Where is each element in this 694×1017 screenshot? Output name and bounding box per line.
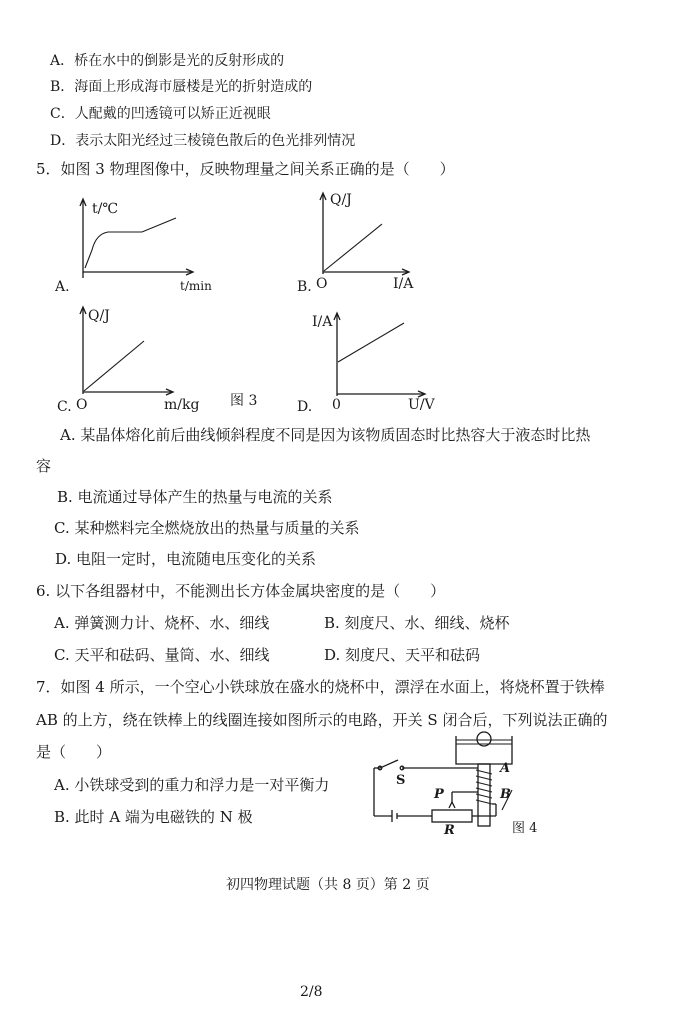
figure-4-label-r: R: [444, 823, 455, 838]
graph-c-origin: O: [76, 397, 88, 413]
q5-option-d: D. 电阻一定时，电流随电压变化的关系: [55, 550, 317, 568]
graph-b-option: B.: [297, 279, 312, 295]
graph-d-ylabel: I/A: [312, 314, 333, 330]
graph-d-xlabel: U/V: [408, 397, 435, 413]
q7-stem-line-1: 7．如图 4 所示，一个空心小铁球放在盛水的烧杯中，漂浮在水面上，将烧杯置于铁棒: [36, 678, 605, 696]
figure-4-label-a: A: [500, 761, 511, 776]
q6-option-b: B. 刻度尺、水、细线、烧杯: [324, 614, 510, 632]
q7-option-a: A. 小铁球受到的重力和浮力是一对平衡力: [54, 776, 330, 794]
figure-4-label-p: P: [434, 787, 444, 802]
q6-option-a: A. 弹簧测力计、烧杯、水、细线: [54, 614, 270, 632]
graph-a-ylabel: t/℃: [92, 201, 119, 217]
q6-option-d: D. 刻度尺、天平和砝码: [324, 646, 481, 664]
figure-3-label: 图 3: [230, 393, 258, 409]
q4-option-b: B．海面上形成海市蜃楼是光的折射造成的: [50, 79, 313, 95]
graph-a-xlabel: t/min: [180, 279, 212, 293]
graph-c-ylabel: Q/J: [88, 308, 110, 324]
q6-option-c: C. 天平和砝码、量筒、水、细线: [54, 646, 270, 664]
q5-stem: 5．如图 3 物理图像中，反映物理量之间关系正确的是（ ）: [36, 160, 455, 178]
graph-c-xlabel: m/kg: [164, 397, 200, 413]
figure-4-label: 图 4: [512, 821, 538, 836]
graph-b-ylabel: Q/J: [330, 192, 352, 208]
graph-d-option: D.: [297, 399, 313, 415]
q7-stem-line-2: AB 的上方，绕在铁棒上的线圈连接如图所示的电路，开关 S 闭合后，下列说法正确的: [36, 711, 608, 729]
q5-option-c: C. 某种燃料完全燃烧放出的热量与质量的关系: [54, 519, 360, 537]
figure-4-label-s: S: [396, 773, 406, 788]
graph-b-xlabel: I/A: [393, 276, 414, 292]
page-footer: 初四物理试题（共 8 页）第 2 页: [226, 877, 430, 893]
graph-c-option: C.: [57, 399, 72, 415]
q4-option-a: A．桥在水中的倒影是光的反射形成的: [50, 53, 285, 69]
graph-a-option: A.: [55, 279, 70, 295]
graph-d-origin: 0: [332, 397, 341, 413]
page-number: 2/8: [300, 984, 323, 1000]
q5-option-a-cont: 容: [36, 457, 52, 475]
q7-option-b: B. 此时 A 端为电磁铁的 N 极: [54, 808, 253, 826]
graph-b-origin: O: [316, 276, 328, 292]
figure-4-label-b: B: [500, 787, 511, 802]
q5-option-a: A. 某晶体熔化前后曲线倾斜程度不同是因为该物质固态时比热容大于液态时比热: [60, 426, 591, 444]
q6-stem: 6. 以下各组器材中，不能测出长方体金属块密度的是（ ）: [36, 582, 446, 600]
q7-stem-line-3: 是（ ）: [36, 743, 112, 761]
q4-option-c: C．人配戴的凹透镜可以矫正近视眼: [50, 106, 271, 122]
q4-option-d: D．表示太阳光经过三棱镜色散后的色光排列情况: [50, 133, 356, 149]
q5-option-b: B. 电流通过导体产生的热量与电流的关系: [57, 488, 333, 506]
